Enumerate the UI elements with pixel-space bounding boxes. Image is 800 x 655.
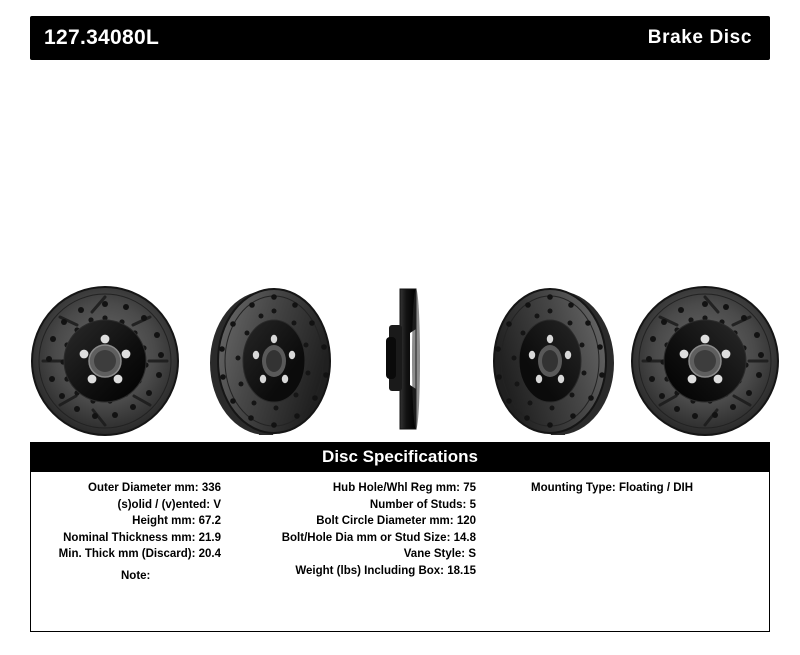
drilled-rotor-angled-right-icon: [482, 285, 622, 435]
spec-body: [30, 472, 770, 632]
spec-value: 21.9: [198, 531, 221, 544]
drilled-slotted-rotor-face-left-icon: [30, 285, 180, 437]
spec-value: S: [468, 548, 476, 560]
spec-value: Floating / DIH: [618, 482, 694, 494]
spec-row: [531, 480, 694, 497]
rotor-view-edge: [370, 285, 440, 430]
spec-label: Outer Diameter mm:: [88, 482, 202, 494]
note-label: Note:: [121, 570, 151, 582]
spec-row: [31, 480, 221, 497]
spec-row: [31, 513, 221, 530]
spec-label: Mounting Type:: [531, 482, 619, 494]
header-bar: [30, 16, 770, 60]
spec-value: 14.8: [453, 531, 476, 544]
spec-label: Nominal Thickness mm:: [63, 531, 199, 544]
spec-value: V: [213, 498, 221, 511]
spec-value: 18.15: [447, 564, 476, 577]
rotor-view-angled-right: [482, 285, 622, 435]
spec-column-middle: [241, 480, 476, 579]
rotor-view-angled-left: [202, 285, 342, 435]
spec-row: [31, 530, 221, 547]
spec-label: Number of Studs:: [369, 498, 470, 511]
spec-value: 75: [463, 482, 476, 494]
note-field: [121, 570, 150, 582]
spec-row: [241, 513, 476, 530]
spec-row: [31, 546, 221, 563]
spec-label: Weight (lbs) Including Box:: [295, 564, 448, 577]
spec-label: Vane Style:: [403, 548, 469, 560]
spec-title: Disc Specifications: [322, 447, 478, 466]
spec-row: [241, 563, 476, 580]
spec-title-bar: [30, 442, 770, 472]
spec-row: [241, 480, 476, 497]
spec-row: [241, 530, 476, 547]
spec-value: 336: [201, 482, 221, 494]
spec-label: (s)olid / (v)ented:: [117, 498, 214, 511]
spec-column-left: [31, 480, 221, 563]
page-title: Brake Disc: [647, 27, 752, 48]
part-number: 127.34080L: [44, 26, 160, 49]
spec-value: 120: [456, 515, 476, 527]
drilled-rotor-angled-left-icon: [202, 285, 342, 435]
spec-row: [241, 546, 476, 563]
spec-row: [241, 497, 476, 514]
spec-column-right: [531, 480, 694, 497]
spec-value: 67.2: [198, 515, 221, 527]
product-image-row: [30, 285, 770, 440]
drilled-slotted-rotor-face-right-icon: [630, 285, 780, 437]
spec-row: [31, 497, 221, 514]
rotor-edge-profile-icon: [370, 285, 440, 430]
rotor-view-face-left: [30, 285, 180, 437]
spec-label: Hub Hole/Whl Reg mm:: [332, 482, 464, 494]
spec-label: Bolt/Hole Dia mm or Stud Size:: [281, 531, 454, 544]
rotor-view-face-right: [630, 285, 780, 437]
spec-label: Bolt Circle Diameter mm:: [316, 515, 457, 527]
spec-value: 20.4: [198, 548, 221, 560]
spec-label: Height mm:: [132, 515, 199, 527]
spec-value: 5: [469, 498, 476, 511]
spec-label: Min. Thick mm (Discard):: [58, 548, 199, 560]
